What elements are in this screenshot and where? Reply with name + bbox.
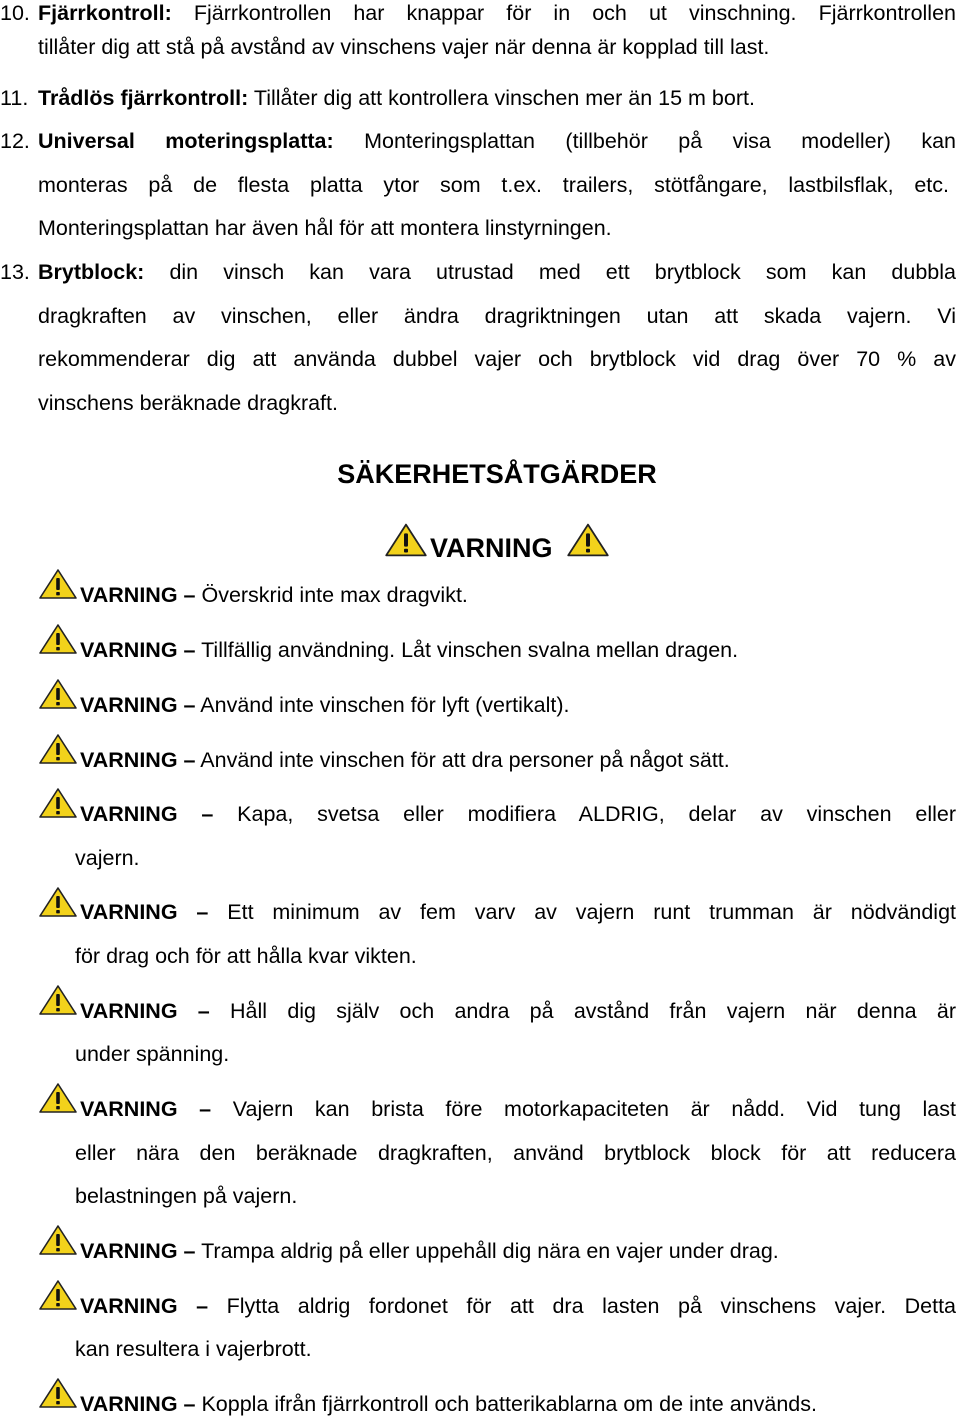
warning-triangle-icon <box>38 623 78 655</box>
list-item-line: Monteringsplattan har även hål för att montera linstyrningen. <box>38 216 612 240</box>
warning-line <box>80 637 738 663</box>
warning-label: VARNING – <box>80 583 196 607</box>
warning-line: belastningen på vajern. <box>75 1184 298 1208</box>
list-item-text: Monteringsplattan (tillbehör på visa modeller) kan <box>364 129 956 153</box>
warning-text: Ett minimum av fem varv av vajern runt trumman är nödvändigt <box>227 900 956 924</box>
list-number: 11. <box>0 86 29 110</box>
warning-line <box>80 747 730 773</box>
list-number: 12. <box>0 129 30 153</box>
warning-label: VARNING – <box>80 1239 196 1263</box>
warning-triangle-icon <box>38 1082 78 1114</box>
warning-label: VARNING – <box>80 1392 196 1416</box>
warning-line: vajern. <box>75 846 140 870</box>
warning-label: VARNING – <box>80 1294 209 1318</box>
warning-text: Kapa, svetsa eller modifiera ALDRIG, delar av vinschen eller <box>237 802 956 826</box>
warning-text: Håll dig själv och andra på avstånd från vajern när denna är <box>230 999 956 1023</box>
warning-triangle-icon <box>38 787 78 819</box>
section-title: SÄKERHETSÅTGÄRDER <box>337 459 657 489</box>
list-item-text: Tillåter dig att kontrollera vinschen mer än 15 m bort. <box>253 86 755 110</box>
warning-line: eller nära den beräknade dragkraften, använd brytblock block för att reducera <box>75 1141 956 1165</box>
warning-line <box>80 1096 956 1122</box>
warning-label: VARNING – <box>80 900 209 924</box>
list-item-line: dragkraften av vinschen, eller ändra dragriktningen utan att skada vajern. Vi <box>38 304 956 328</box>
warning-triangle-icon <box>38 678 78 710</box>
warning-line <box>80 1391 817 1417</box>
warning-triangle-icon <box>38 1224 78 1256</box>
warning-text: Tillfällig användning. Låt vinschen svalna mellan dragen. <box>201 638 739 662</box>
list-item-label: Universal moteringsplatta: <box>38 129 334 153</box>
list-number: 13. <box>0 260 30 284</box>
warning-text: Använd inte vinschen för att dra personer på något sätt. <box>200 748 730 772</box>
warning-triangle-icon <box>38 1377 78 1409</box>
warning-label: VARNING – <box>80 693 196 717</box>
warning-text: Koppla ifrån fjärrkontroll och batterikablarna om de inte används. <box>201 1392 817 1416</box>
list-number: 10. <box>0 1 30 25</box>
warning-text: Trampa aldrig på eller uppehåll dig nära en vajer under drag. <box>201 1239 779 1263</box>
warning-line <box>80 801 956 827</box>
list-item-line: tillåter dig att stå på avstånd av vinschens vajer när denna är kopplad till last. <box>38 35 770 59</box>
list-item-line: monteras på de flesta platta ytor som t.ex. trailers, stötfångare, lastbilsflak, etc. <box>38 173 949 197</box>
warning-line <box>80 1293 956 1319</box>
warning-triangle-icon <box>566 522 610 558</box>
warning-line <box>80 692 570 718</box>
warning-line: för drag och för att hålla kvar vikten. <box>75 944 417 968</box>
warning-line: kan resultera i vajerbrott. <box>75 1337 312 1361</box>
warning-line <box>80 582 468 608</box>
warning-triangle-icon <box>38 984 78 1016</box>
warning-label: VARNING – <box>80 802 214 826</box>
list-item-line <box>38 259 956 285</box>
warning-label: VARNING – <box>80 999 210 1023</box>
warning-line <box>80 1238 779 1264</box>
warning-triangle-icon <box>384 522 428 558</box>
list-item-line: vinschens beräknade dragkraft. <box>38 391 338 415</box>
list-item-label: Fjärrkontroll: <box>38 1 172 25</box>
warning-text: Överskrid inte max dragvikt. <box>201 583 468 607</box>
warning-line: under spänning. <box>75 1042 230 1066</box>
list-item-line <box>38 128 956 154</box>
list-item-label: Brytblock: <box>38 260 145 284</box>
warning-label: VARNING – <box>80 748 196 772</box>
warning-triangle-icon <box>38 886 78 918</box>
list-item-line <box>38 85 755 111</box>
list-item-line: rekommenderar dig att använda dubbel vajer och brytblock vid drag över 70 % av <box>38 347 956 371</box>
warning-label: VARNING – <box>80 638 196 662</box>
warning-label: VARNING – <box>80 1097 212 1121</box>
warning-line <box>80 899 956 925</box>
warning-text: Flytta aldrig fordonet för att dra lasten på vinschens vajer. Detta <box>226 1294 956 1318</box>
warning-text: Använd inte vinschen för lyft (vertikalt). <box>200 693 570 717</box>
warning-triangle-icon <box>38 568 78 600</box>
warning-triangle-icon <box>38 1279 78 1311</box>
warning-text: Vajern kan brista före motorkapaciteten är nådd. Vid tung last <box>232 1097 956 1121</box>
list-item-text: din vinsch kan vara utrustad med ett brytblock som kan dubbla <box>169 260 956 284</box>
list-item-text: Fjärrkontrollen har knappar för in och ut vinschning. Fjärrkontrollen <box>193 1 956 25</box>
warning-triangle-icon <box>38 733 78 765</box>
list-item-label: Trådlös fjärrkontroll: <box>38 86 249 110</box>
warning-heading: VARNING <box>430 533 553 563</box>
list-item-line <box>38 0 956 26</box>
warning-line <box>80 998 956 1024</box>
